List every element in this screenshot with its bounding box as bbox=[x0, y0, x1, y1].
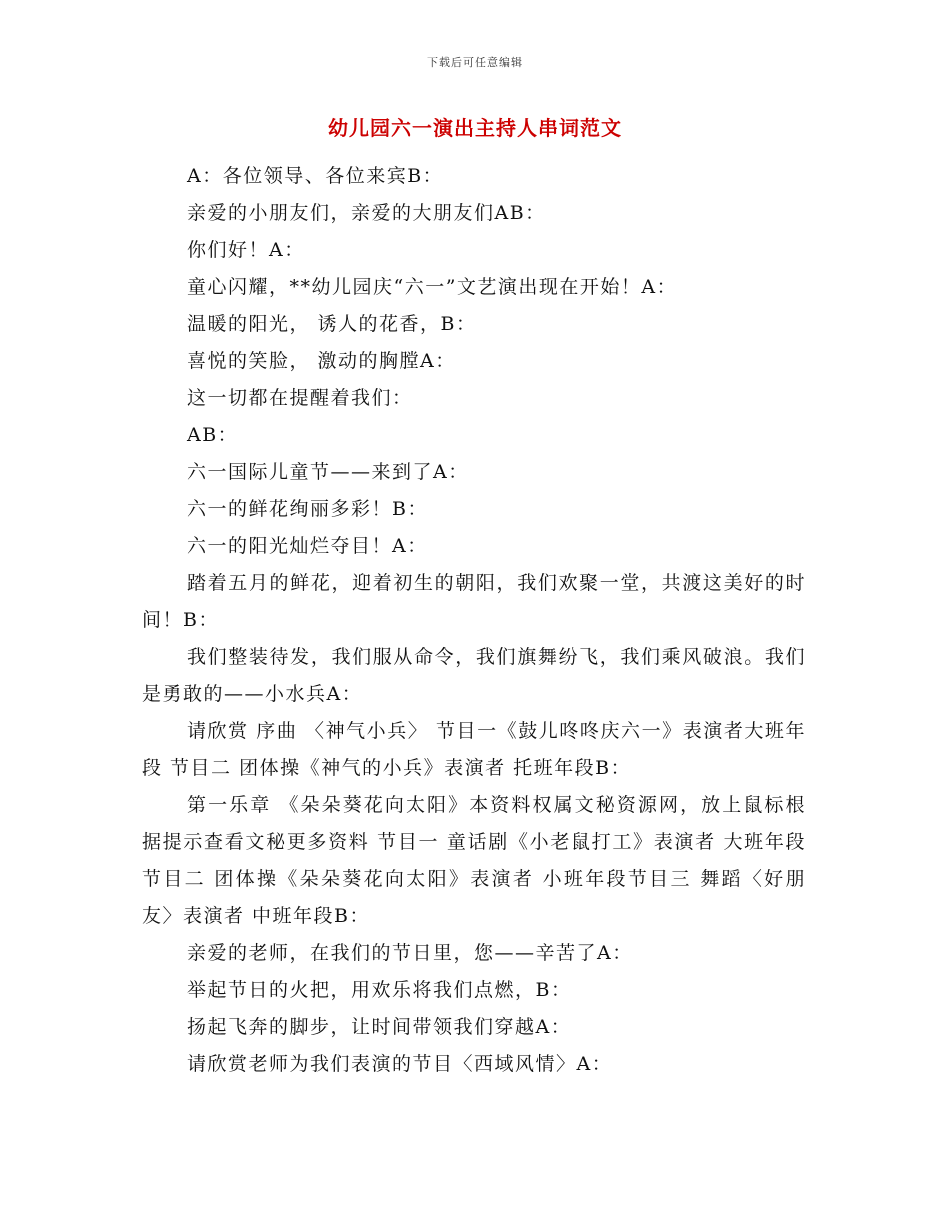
document-body bbox=[142, 158, 806, 1083]
document-title: 幼儿园六一演出主持人串词范文 bbox=[328, 116, 622, 140]
paragraph: 喜悦的笑脸， 激动的胸膛A： bbox=[187, 350, 456, 372]
paragraph: 请欣赏 序曲 〈神气小兵〉 节目一《鼓儿咚咚庆六一》表演者大班年段 节目二 团体操《神气的小兵》表演者 托班年段B： bbox=[142, 720, 806, 779]
paragraph: 这一切都在提醒着我们： bbox=[187, 387, 413, 409]
paragraph: 第一乐章 《朵朵葵花向太阳》本资料权属文秘资源网，放上鼠标根据提示查看文秘更多资料 节目一 童话剧《小老鼠打工》表演者 大班年段节目二 团体操《朵朵葵花向太阳》表演者 小班年段节目三 舞蹈〈好朋友〉表演者 中班年段B： bbox=[142, 794, 806, 927]
paragraph: 六一的阳光灿烂夺目！A： bbox=[187, 535, 428, 557]
paragraph: 亲爱的老师，在我们的节日里，您——辛苦了A： bbox=[187, 942, 633, 964]
paragraph: 六一国际儿童节——来到了A： bbox=[187, 461, 469, 483]
paragraph: 请欣赏老师为我们表演的节目〈西域风情〉A： bbox=[187, 1053, 613, 1075]
paragraph: 亲爱的小朋友们，亲爱的大朋友们AB： bbox=[187, 202, 546, 224]
paragraph: 童心闪耀，**幼儿园庆“六一”文艺演出现在开始！A： bbox=[187, 276, 678, 298]
paragraph: 我们整装待发，我们服从命令，我们旗舞纷飞，我们乘风破浪。我们是勇敢的——小水兵A： bbox=[142, 646, 806, 705]
paragraph: 举起节日的火把，用欢乐将我们点燃，B： bbox=[187, 979, 572, 1001]
paragraph: 六一的鲜花绚丽多彩！B： bbox=[187, 498, 428, 520]
paragraph: A：各位领导、各位来宾B： bbox=[187, 165, 444, 187]
header-note: 下载后可任意编辑 bbox=[427, 56, 523, 69]
paragraph: AB： bbox=[187, 424, 239, 446]
paragraph: 扬起飞奔的脚步，让时间带领我们穿越A： bbox=[187, 1016, 572, 1038]
paragraph: 温暖的阳光， 诱人的花香，B： bbox=[187, 313, 477, 335]
paragraph: 踏着五月的鲜花，迎着初生的朝阳，我们欢聚一堂，共渡这美好的时间！B： bbox=[142, 572, 806, 631]
paragraph: 你们好！A： bbox=[187, 239, 305, 261]
